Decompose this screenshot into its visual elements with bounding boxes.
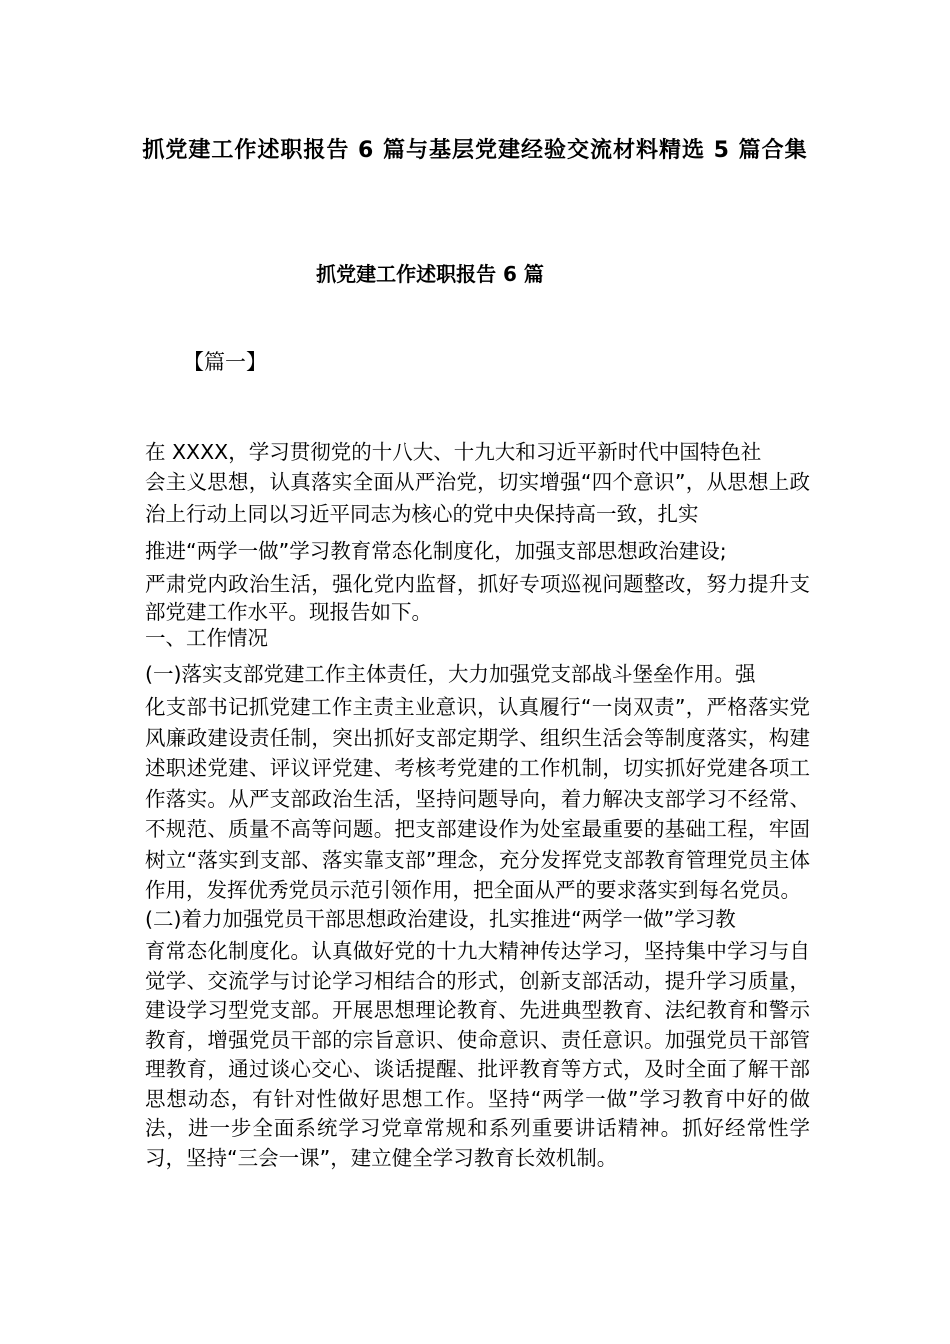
- item-two-body: 育常态化制度化。认真做好党的十九大精神传达学习，坚持集中学习与自觉学、交流学与讨论学习相结合的形式，创新支部活动，提升学习质量，建设学习型党支部。开展思想理论教育、先进典型教育、法纪教育和警示教育，增强党员干部的宗旨意识、使命意识、责任意识。加强党员干部管理教育，通过谈心交心、谈话提醒、批评教育等方式，及时全面了解干部思想动态，有针对性做好思想工作。坚持“两学一做”学习教育中好的做法，进一步全面系统学习党章常规和系列重要讲话精神。抓好经常性学习，坚持“三会一课”，建立健全学习教育长效机制。: [145, 939, 810, 1170]
- intro-line-4: 严肃党内政治生活，强化党内监督，抓好专项巡视问题整改，努力提升支部党建工作水平。现报告如下。: [145, 572, 810, 624]
- document-title: 抓党建工作述职报告 6 篇与基层党建经验交流材料精选 5 篇合集: [142, 138, 808, 163]
- intro-line-1: 在 XXXX，学习贯彻党的十八大、十九大和习近平新时代中国特色社: [145, 440, 762, 464]
- item-one-first-line: (一)落实支部党建工作主体责任，大力加强党支部战斗堡垒作用。强: [145, 662, 756, 686]
- intro-line-2: 会主义思想，认真落实全面从严治党，切实增强“四个意识”，从思想上政治上行动上同以习近平同志为核心的党中央保持高一致，扎实: [145, 470, 810, 526]
- section-title: 抓党建工作述职报告 6 篇: [316, 262, 544, 286]
- heading-work-situation: 一、工作情况: [145, 626, 268, 650]
- part-label: 【篇一】: [183, 350, 267, 374]
- item-one-body: 化支部书记抓党建工作主责主业意识，认真履行“一岗双责”，严格落实党风廉政建设责任制，突出抓好支部定期学、组织生活会等制度落实，构建述职述党建、评议评党建、考核考党建的工作机制，切实抓好党建各项工作落实。从严支部政治生活，坚持问题导向，着力解决支部学习不经常、不规范、质量不高等问题。把支部建设作为处室最重要的基础工程，牢固树立“落实到支部、落实靠支部”理念，充分发挥党支部教育管理党员主体作用，发挥优秀党员示范引领作用，把全面从严的要求落实到每名党员。: [145, 695, 810, 902]
- intro-line-3: 推进“两学一做”学习教育常态化制度化，加强支部思想政治建设;: [145, 539, 727, 563]
- item-two-first-line: (二)着力加强党员干部思想政治建设，扎实推进“两学一做”学习教: [145, 907, 736, 931]
